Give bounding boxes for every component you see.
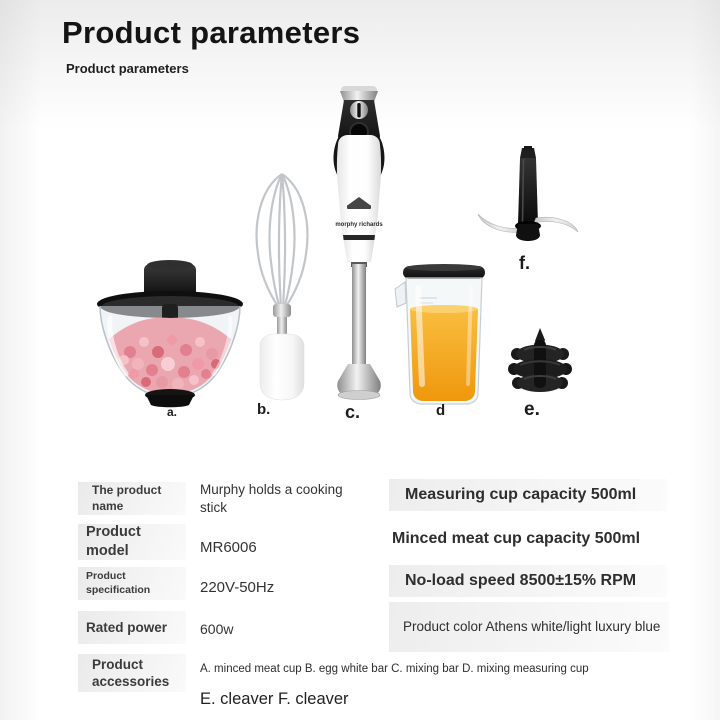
spec-label-product-model	[78, 524, 186, 560]
spec-value-accessories-line2: E. cleaver F. cleaver	[200, 690, 349, 708]
spec-label-text: Product accessories	[92, 656, 170, 689]
highlight-measuring-cup-capacity: Measuring cup capacity 500ml	[389, 479, 667, 511]
page-title: Product parameters	[62, 15, 361, 50]
item-label-d: d	[436, 402, 446, 419]
spec-value-accessories-line1: A. minced meat cup B. egg white bar C. mixing bar D. mixing measuring cup	[200, 663, 589, 675]
mixing-measuring-cup-image	[391, 262, 495, 408]
spec-label-text: Product specification	[86, 570, 151, 596]
highlight-no-load-speed: No-load speed 8500±15% RPM	[389, 565, 667, 597]
spec-label-text: The product name	[92, 483, 162, 513]
mixing-bar-image	[320, 86, 398, 406]
brand-logo-text: morphy richards	[335, 222, 383, 228]
minced-meat-cup-image	[88, 256, 253, 408]
spec-value-rated-power: 600w	[200, 621, 234, 637]
spec-label-product-specification	[78, 567, 186, 600]
spec-value-product-specification: 220V-50Hz	[200, 579, 275, 596]
page-subtitle: Product parameters	[66, 61, 189, 76]
cleaver-e-image	[504, 326, 576, 396]
item-label-b: b.	[257, 401, 271, 418]
cleaver-f-image	[476, 146, 580, 246]
spec-label-rated-power	[78, 611, 186, 644]
item-label-e: e.	[524, 399, 540, 420]
item-label-a: a.	[167, 405, 178, 419]
item-label-c: c.	[345, 402, 361, 422]
egg-white-bar-image	[246, 170, 318, 402]
spec-label-text: Rated power	[86, 619, 168, 635]
spec-label-text: Product model	[86, 524, 141, 559]
spec-label-product-accessories	[78, 654, 186, 692]
spec-label-product-name	[78, 482, 186, 515]
spec-value-product-name: Murphy holds a cooking stick	[200, 482, 343, 516]
highlight-product-color	[389, 602, 669, 652]
highlight-minced-meat-cup-capacity: Minced meat cup capacity 500ml	[392, 530, 641, 547]
item-label-f: f.	[519, 253, 530, 273]
highlight-product-color-text: Product color Athens white/light luxury blue	[403, 619, 661, 635]
spec-value-product-model: MR6006	[200, 539, 257, 556]
